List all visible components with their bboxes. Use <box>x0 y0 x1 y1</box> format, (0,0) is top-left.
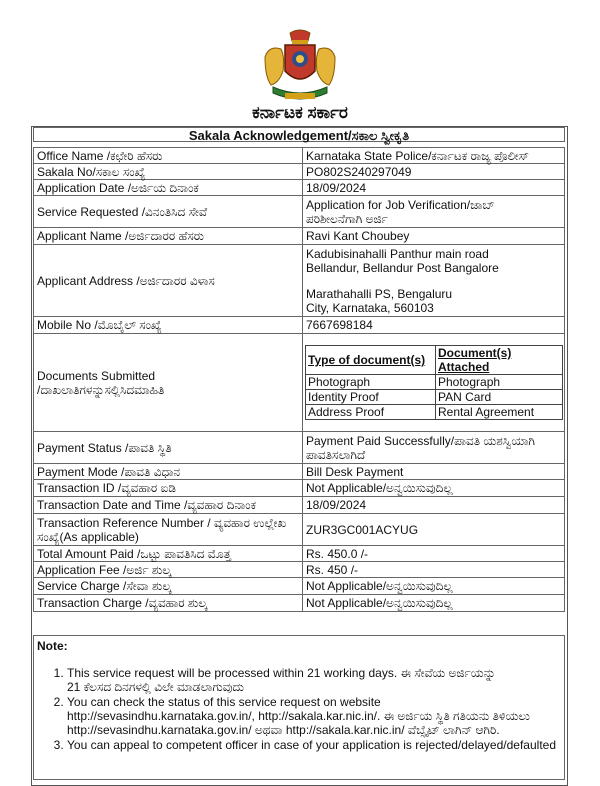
applicant-address-label: Applicant Address /ಅರ್ಜಿದಾರರ ವಿಳಾಸ <box>34 245 303 317</box>
service-requested-label: Service Requested /ವಿನಂತಿಸಿದ ಸೇವೆ <box>34 196 303 228</box>
note-item: 3. You can appeal to competent officer in case of your application is rejected/delayed/defaulted <box>67 738 564 752</box>
table-row <box>34 245 565 317</box>
table-row <box>34 334 565 432</box>
documents-table <box>305 345 563 420</box>
table-row <box>34 595 565 612</box>
application-fee-value: Rs. 450 /- <box>303 562 565 578</box>
transaction-id-label: Transaction ID /ವ್ಯವಹಾರ ಐಡಿ <box>34 480 303 497</box>
table-row <box>34 497 565 514</box>
note-item: 2. You can check the status of this service request on website http://sevasindhu.karnataka.gov.in/, http://sakala.kar.nic.in/. ಈ ಅರ್ಜಿಯ ಸ್ಥಿತಿ ಗತಿಯನು ತಿಳಿಯಲು http://sevasindhu.karnataka.gov.in/ ಅಥವಾ http://sakala.kar.nic.in/ ವೆಬ್ಸೈಟ್ ಲಾಗಿನ್ ಆಗಿರಿ. <box>67 695 564 737</box>
sakala-no-value: PO802S240297049 <box>303 164 565 180</box>
government-title: ಕರ್ನಾಟಕ ಸರ್ಕಾರ <box>252 103 348 122</box>
doc-attached-cell: Photograph <box>436 375 563 390</box>
transaction-reference-value: ZUR3GC001ACYUG <box>303 514 565 546</box>
payment-mode-value: Bill Desk Payment <box>303 464 565 480</box>
table-row <box>34 546 565 562</box>
office-name-value: Karnataka State Police/ಕರ್ನಾಟಕ ರಾಜ್ಯ ಪೊಲೀಸ್ <box>303 148 565 164</box>
doc-attached-cell: PAN Card <box>436 390 563 405</box>
transaction-date-label: Transaction Date and Time /ವ್ಯವಹಾರ ದಿನಾಂಕ <box>34 497 303 514</box>
table-row <box>34 180 565 196</box>
transaction-date-value: 18/09/2024 <box>303 497 565 514</box>
table-row <box>34 432 565 464</box>
payment-status-value: Payment Paid Successfully/ಪಾವತಿ ಯಶಸ್ವಿಯಾಗಿ ಪಾವತಿಸಲಾಗಿದೆ <box>303 432 565 464</box>
applicant-name-value: Ravi Kant Choubey <box>303 228 565 245</box>
document-row <box>306 375 563 390</box>
document-row <box>306 405 563 420</box>
mobile-no-value: 7667698184 <box>303 317 565 334</box>
service-requested-value: Application for Job Verification/ಜಾಬ್ ಪರಿಶೀಲನೆಗಾಗಿ ಅರ್ಜಿ <box>303 196 565 228</box>
note-list <box>34 666 564 752</box>
doc-type-header: Type of document(s) <box>306 346 436 375</box>
service-charge-label: Service Charge /ಸೇವಾ ಶುಲ್ಕ <box>34 578 303 595</box>
documents-submitted-value <box>303 334 565 432</box>
acknowledgement-title: Sakala Acknowledgement/ಸಕಾಲ ಸ್ವೀಕೃತಿ <box>33 127 565 142</box>
transaction-charge-label: Transaction Charge /ವ್ಯವಹಾರ ಶುಲ್ಕ <box>34 595 303 612</box>
payment-mode-label: Payment Mode /ಪಾವತಿ ವಿಧಾನ <box>34 464 303 480</box>
total-amount-label: Total Amount Paid /ಒಟ್ಟು ಪಾವತಿಸಿದ ಮೊತ್ತ <box>34 546 303 562</box>
table-row <box>34 578 565 595</box>
table-row <box>34 562 565 578</box>
applicant-name-label: Applicant Name /ಅರ್ಜಿದಾರರ ಹೆಸರು <box>34 228 303 245</box>
table-row <box>34 514 565 546</box>
doc-attached-header: Document(s) Attached <box>436 346 563 375</box>
mobile-no-label: Mobile No /ಮೊಬೈಲ್ ಸಂಖ್ಯೆ <box>34 317 303 334</box>
table-row <box>34 480 565 497</box>
note-title: Note: <box>37 639 68 653</box>
documents-header-row <box>306 346 563 375</box>
table-row <box>34 164 565 180</box>
service-charge-value: Not Applicable/ಅನ್ವಯಿಸುವುದಿಲ್ಲ <box>303 578 565 595</box>
doc-type-cell: Address Proof <box>306 405 436 420</box>
table-row <box>34 317 565 334</box>
table-row <box>34 148 565 164</box>
note-section <box>33 635 565 780</box>
doc-type-cell: Photograph <box>306 375 436 390</box>
office-name-label: Office Name /ಕಛೇರಿ ಹೆಸರು <box>34 148 303 164</box>
table-row <box>34 228 565 245</box>
note-item: 1. This service request will be processed within 21 working days. ಈ ಸೇವೆಯ ಅರ್ಜಿಯನ್ನು 21 ಕೆಲಸದ ದಿನಗಳಲ್ಲಿ ವಿಲೇ ಮಾಡಲಾಗುವುದು <box>67 666 564 694</box>
sakala-no-label: Sakala No/ಸಕಾಲ ಸಂಖ್ಯೆ <box>34 164 303 180</box>
transaction-reference-label: Transaction Reference Number / ವ್ಯವಹಾರ ಉಲ್ಲೇಖ ಸಂಖ್ಯೆ(As applicable) <box>34 514 303 546</box>
payment-status-label: Payment Status /ಪಾವತಿ ಸ್ಥಿತಿ <box>34 432 303 464</box>
application-date-label: Application Date /ಅರ್ಜಿಯ ದಿನಾಂಕ <box>34 180 303 196</box>
transaction-id-value: Not Applicable/ಅನ್ವಯಿಸುವುದಿಲ್ಲ <box>303 480 565 497</box>
table-row <box>34 196 565 228</box>
total-amount-value: Rs. 450.0 /- <box>303 546 565 562</box>
table-row <box>34 464 565 480</box>
application-date-value: 18/09/2024 <box>303 180 565 196</box>
documents-submitted-label: Documents Submitted /ದಾಖಲಾತಿಗಳನ್ನುಸಲ್ಲಿಸಿದಮಾಹಿತಿ <box>34 334 303 432</box>
details-table <box>33 147 565 612</box>
doc-type-cell: Identity Proof <box>306 390 436 405</box>
karnataka-emblem-icon <box>255 27 345 107</box>
application-fee-label: Application Fee /ಅರ್ಜಿ ಶುಲ್ಕ <box>34 562 303 578</box>
doc-attached-cell: Rental Agreement <box>436 405 563 420</box>
document-row <box>306 390 563 405</box>
transaction-charge-value: Not Applicable/ಅನ್ವಯಿಸುವುದಿಲ್ಲ <box>303 595 565 612</box>
applicant-address-value: Kadubisinahalli Panthur main road Bellandur, Bellandur Post Bangalore Marathahalli PS, Bengaluru City, Karnataka, 560103 <box>303 245 565 317</box>
